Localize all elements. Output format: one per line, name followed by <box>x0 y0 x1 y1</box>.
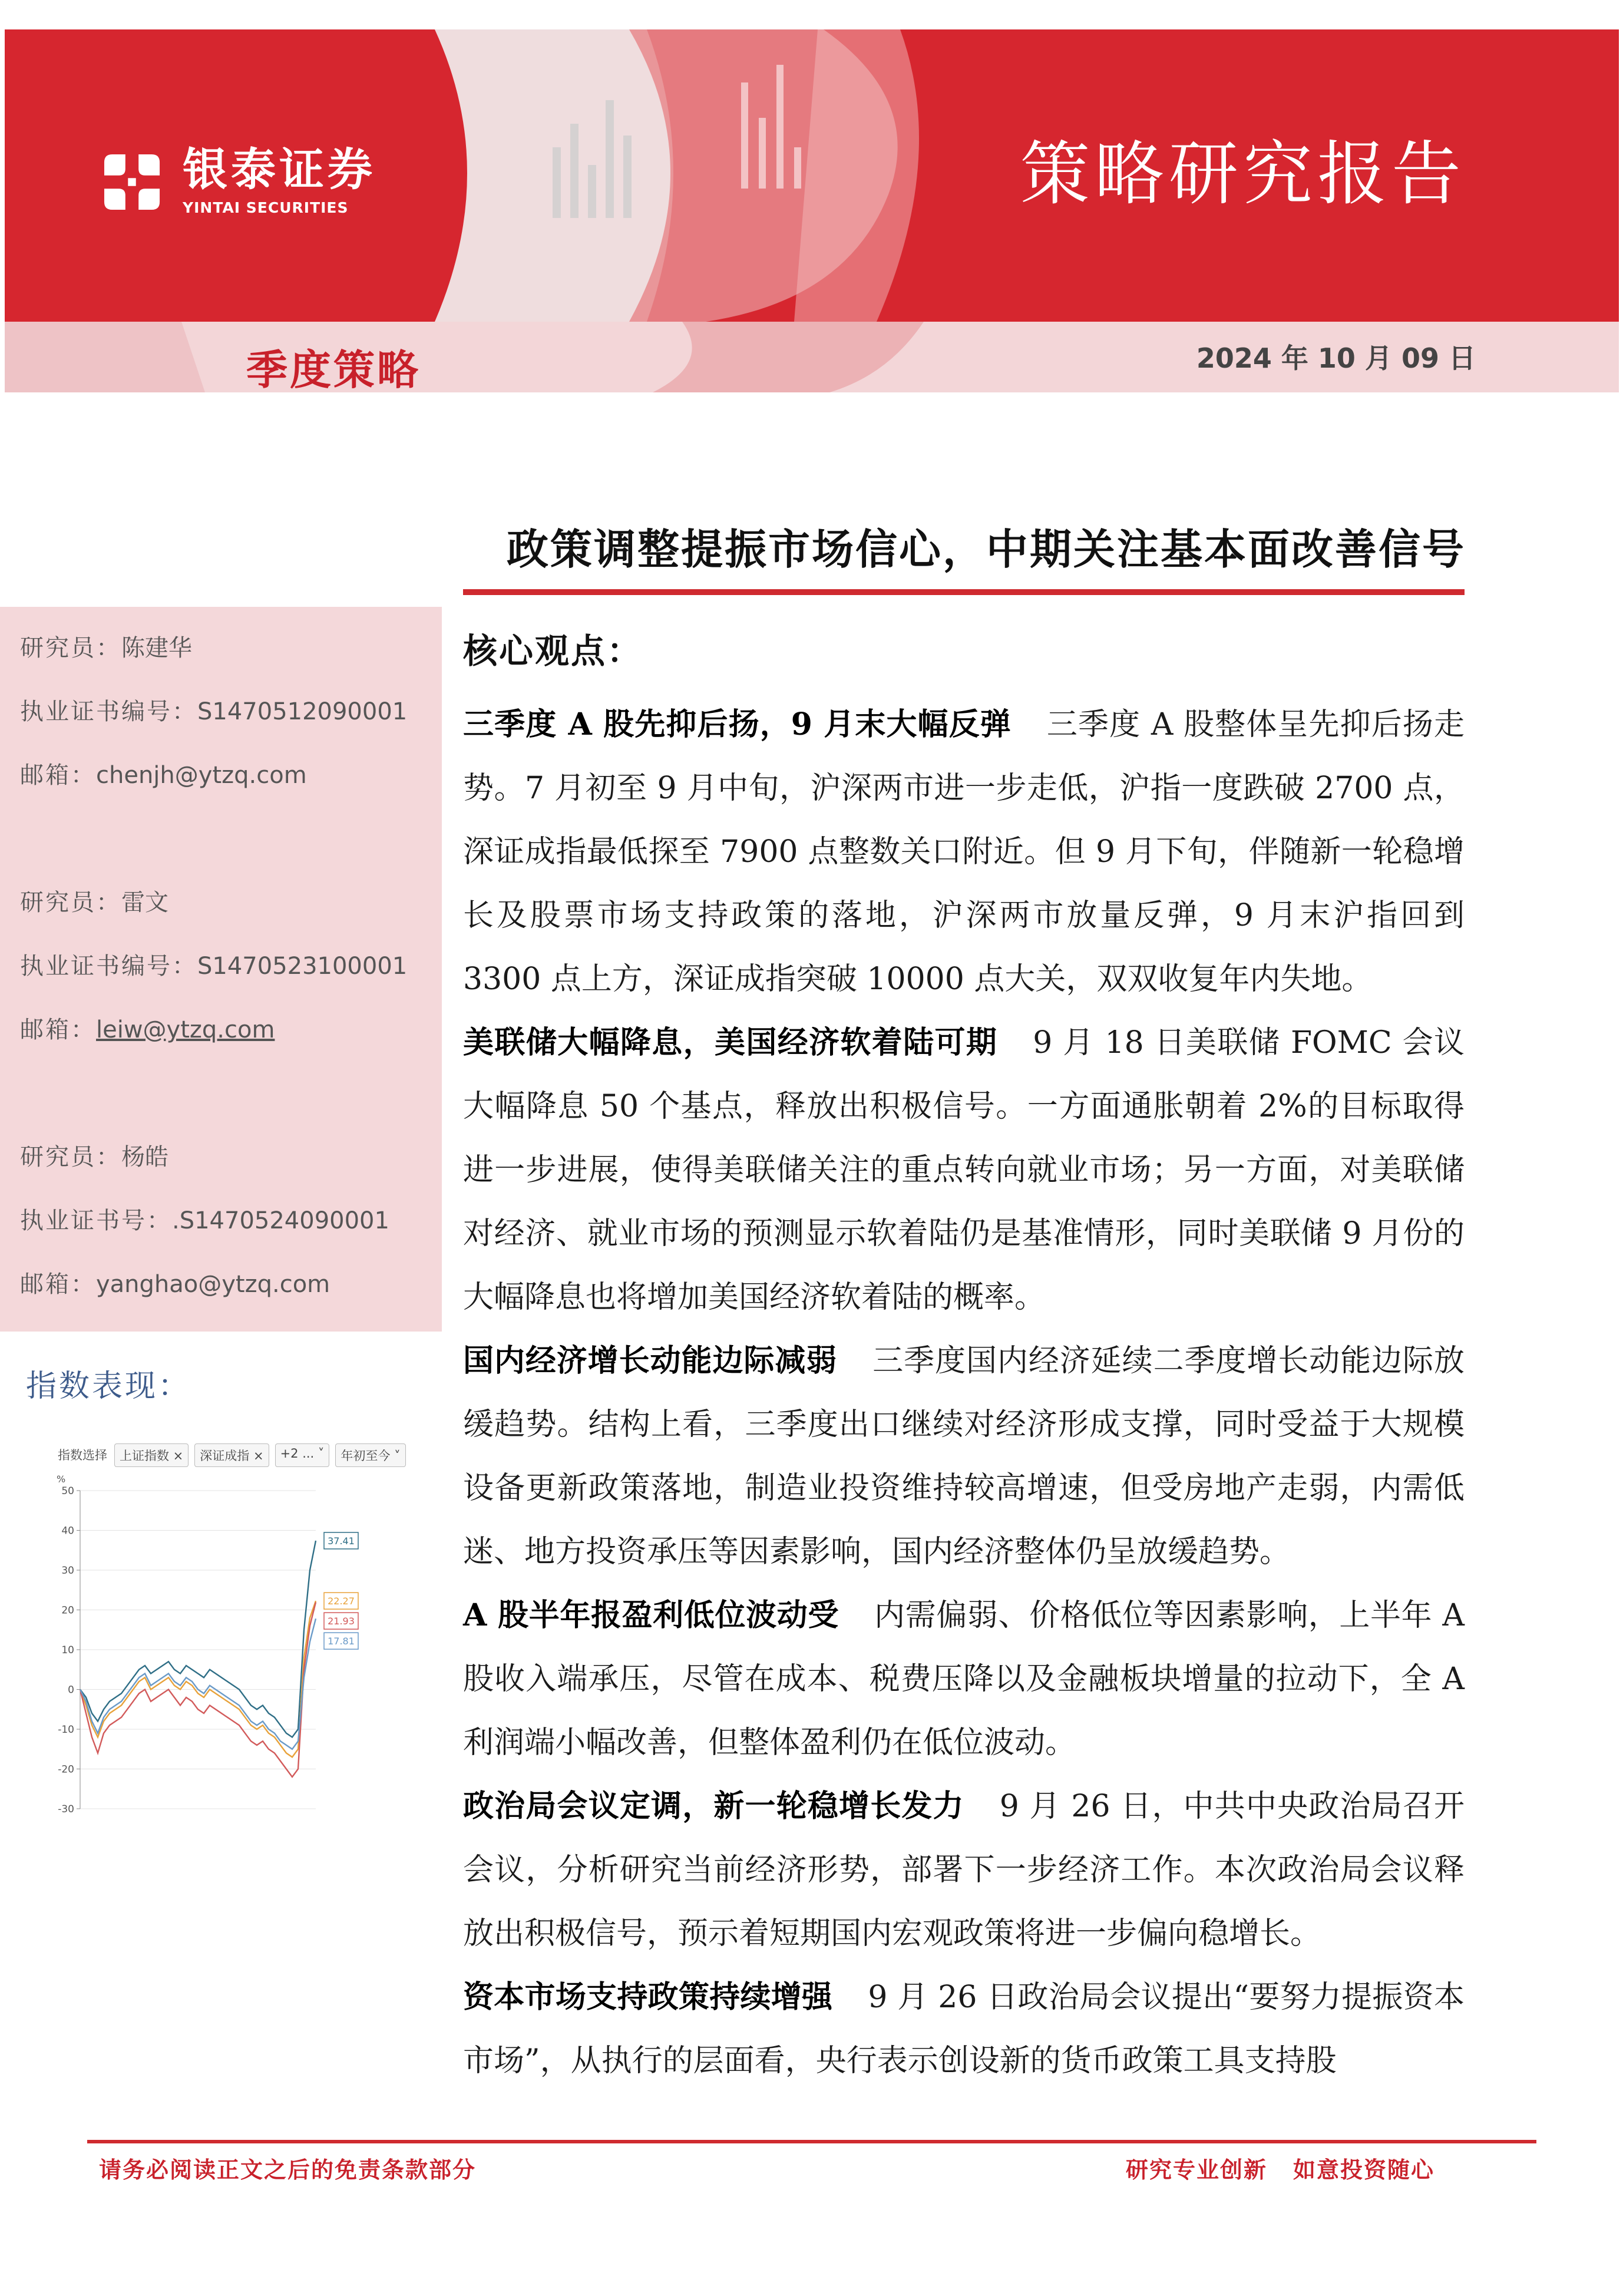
y-tick-label: 40 <box>61 1525 74 1537</box>
paragraph-heading: 政治局会议定调，新一轮稳增长发力 <box>463 1788 964 1824</box>
end-value-label: 37.41 <box>328 1535 355 1547</box>
index-chip-szse[interactable]: 深证成指 × <box>194 1443 269 1467</box>
analyst-2-name: 雷文 <box>121 889 168 916</box>
analyst-3-cert-line: 执业证书号：.S1470524090001 <box>20 1207 389 1234</box>
analyst-1-email[interactable]: chenjh@ytzq.com <box>96 762 307 789</box>
y-axis-unit: % <box>57 1474 66 1485</box>
core-view-heading: 核心观点： <box>463 631 643 671</box>
index-performance-heading: 指数表现： <box>26 1369 191 1404</box>
chart-toolbar <box>57 1443 406 1467</box>
core-view-body <box>463 693 1465 2093</box>
analyst-2-cert: S1470523100001 <box>197 953 408 980</box>
analyst-1-name-line: 研究员：陈建华 <box>20 635 192 662</box>
analyst-3-email-line: 邮箱：yanghao@ytzq.com <box>20 1271 330 1298</box>
line-chart-svg <box>39 1467 398 1821</box>
analyst-3-name-line: 研究员：杨皓 <box>20 1144 168 1171</box>
analyst-3-email[interactable]: yanghao@ytzq.com <box>96 1271 330 1298</box>
analyst-2-email[interactable]: leiw@ytzq.com <box>96 1016 275 1043</box>
slogan-part-1: 研究专业创新 <box>1125 2157 1267 2183</box>
paragraph <box>463 1775 1465 1965</box>
paragraph-text: 三季度国内经济延续二季度增长动能边际放缓趋势。结构上看，三季度出口继续对经济形成支撑，同时受益于大规模设备更新政策落地，制造业投资维持较高增速，但受房地产走弱，内需低迷、地方投资承压等因素影响，国内经济整体仍呈放缓趋势。 <box>463 1343 1465 1570</box>
paragraph <box>463 1329 1465 1584</box>
y-tick-label: -20 <box>58 1763 74 1776</box>
analyst-2-cert-line: 执业证书编号：S1470523100001 <box>20 953 408 980</box>
disclaimer-notice: 请务必阅读正文之后的免责条款部分 <box>99 2157 477 2183</box>
paragraph-text: 三季度 A 股整体呈先抑后扬走势。7 月初至 9 月中旬，沪深两市进一步走低，沪指一度跌破 2700 点，深证成指最低探至 7900 点整数关口附近。但 9 月下旬，伴随新一轮稳增长及股票市场支持政策的落地，沪深两市放量反弹，9 月末沪指回到 3300 点上方，深证成指突破 10000 点大关，双双收复年内失地。 <box>463 707 1465 997</box>
index-performance-chart <box>39 1443 401 1821</box>
paragraph-heading: 三季度 A 股先抑后扬，9 月末大幅反弹 <box>463 706 1012 742</box>
y-tick-label: 20 <box>61 1604 74 1617</box>
paragraph <box>463 1584 1465 1775</box>
y-tick-label: 50 <box>61 1485 74 1497</box>
analyst-3-cert: .S1470524090001 <box>172 1207 389 1234</box>
report-type: 策略研究报告 <box>1020 133 1466 214</box>
header-banner <box>5 29 1619 322</box>
index-chip-more[interactable]: +2 ... ˅ <box>275 1443 330 1467</box>
paragraph <box>463 1011 1465 1329</box>
yintai-logo-icon <box>99 149 165 215</box>
paragraph <box>463 1965 1465 2093</box>
index-chip-sse[interactable]: 上证指数 × <box>114 1443 189 1467</box>
company-slogan <box>1126 2152 1434 2184</box>
analyst-1-cert-line: 执业证书编号：S1470512090001 <box>20 698 408 725</box>
analyst-3-name: 杨皓 <box>121 1144 168 1171</box>
analyst-1-email-line: 邮箱：chenjh@ytzq.com <box>20 762 307 789</box>
series-line-4 <box>80 1618 316 1749</box>
paragraph-text: 内需偏弱、价格低位等因素影响，上半年 A 股收入端承压，尽管在成本、税费压降以及金融板块增量的拉动下，全 A 利润端小幅改善，但整体盈利仍在低位波动。 <box>463 1598 1465 1760</box>
analyst-1-name: 陈建华 <box>121 635 192 662</box>
company-name-en: YINTAI SECURITIES <box>183 199 349 216</box>
report-category: 季度策略 <box>246 346 421 394</box>
company-name-cn: 银泰证券 <box>183 143 376 196</box>
y-tick-label: 0 <box>68 1684 74 1696</box>
paragraph-text: 9 月 18 日美联储 FOMC 会议大幅降息 50 个基点，释放出积极信号。一方面通胀朝着 2%的目标取得进一步进展，使得美联储关注的重点转向就业市场；另一方面，对美联储对经济、就业市场的预测显示软着陆仍是基准情形，同时美联储 9 月份的大幅降息也将增加美国经济软着陆的概率。 <box>463 1025 1465 1315</box>
end-value-label: 17.81 <box>328 1636 355 1647</box>
paragraph-heading: 国内经济增长动能边际减弱 <box>463 1343 838 1379</box>
y-tick-label: 30 <box>61 1565 74 1577</box>
footer-divider <box>87 2140 1536 2143</box>
y-tick-label: -10 <box>58 1724 74 1736</box>
end-value-label: 21.93 <box>328 1616 355 1627</box>
paragraph <box>463 693 1465 1011</box>
end-value-label: 22.27 <box>328 1595 355 1607</box>
period-select[interactable]: 年初至今 ˅ <box>335 1443 405 1467</box>
index-select-label: 指数选择 <box>58 1448 107 1462</box>
paragraph-heading: 美联储大幅降息，美国经济软着陆可期 <box>463 1025 998 1061</box>
paragraph-heading: 资本市场支持政策持续增强 <box>463 1979 833 2015</box>
slogan-part-2: 如意投资随心 <box>1293 2157 1434 2183</box>
y-tick-label: -30 <box>58 1803 74 1815</box>
company-logo <box>99 143 376 216</box>
analyst-2-email-line: 邮箱：leiw@ytzq.com <box>20 1016 275 1043</box>
paragraph-text: 9 月 26 日政治局会议提出“要努力提振资本市场”，从执行的层面看，央行表示创设新的货币政策工具支持股 <box>463 1980 1465 2079</box>
series-line-2 <box>80 1601 316 1757</box>
y-tick-label: 10 <box>61 1644 74 1656</box>
analyst-1-cert: S1470512090001 <box>197 698 408 725</box>
paragraph-heading: A 股半年报盈利低位波动受 <box>463 1597 839 1633</box>
report-date: 2024 年 10 月 09 日 <box>1196 342 1476 374</box>
report-title: 政策调整提振市场信心，中期关注基本面改善信号 <box>507 524 1466 574</box>
analyst-2-name-line: 研究员：雷文 <box>20 889 168 916</box>
paragraph-text: 9 月 26 日，中共中央政治局召开会议，分析研究当前经济形势，部署下一步经济工作。本次政治局会议释放出积极信号，预示着短期国内宏观政策将进一步偏向稳增长。 <box>463 1789 1465 1951</box>
title-divider <box>463 589 1465 595</box>
